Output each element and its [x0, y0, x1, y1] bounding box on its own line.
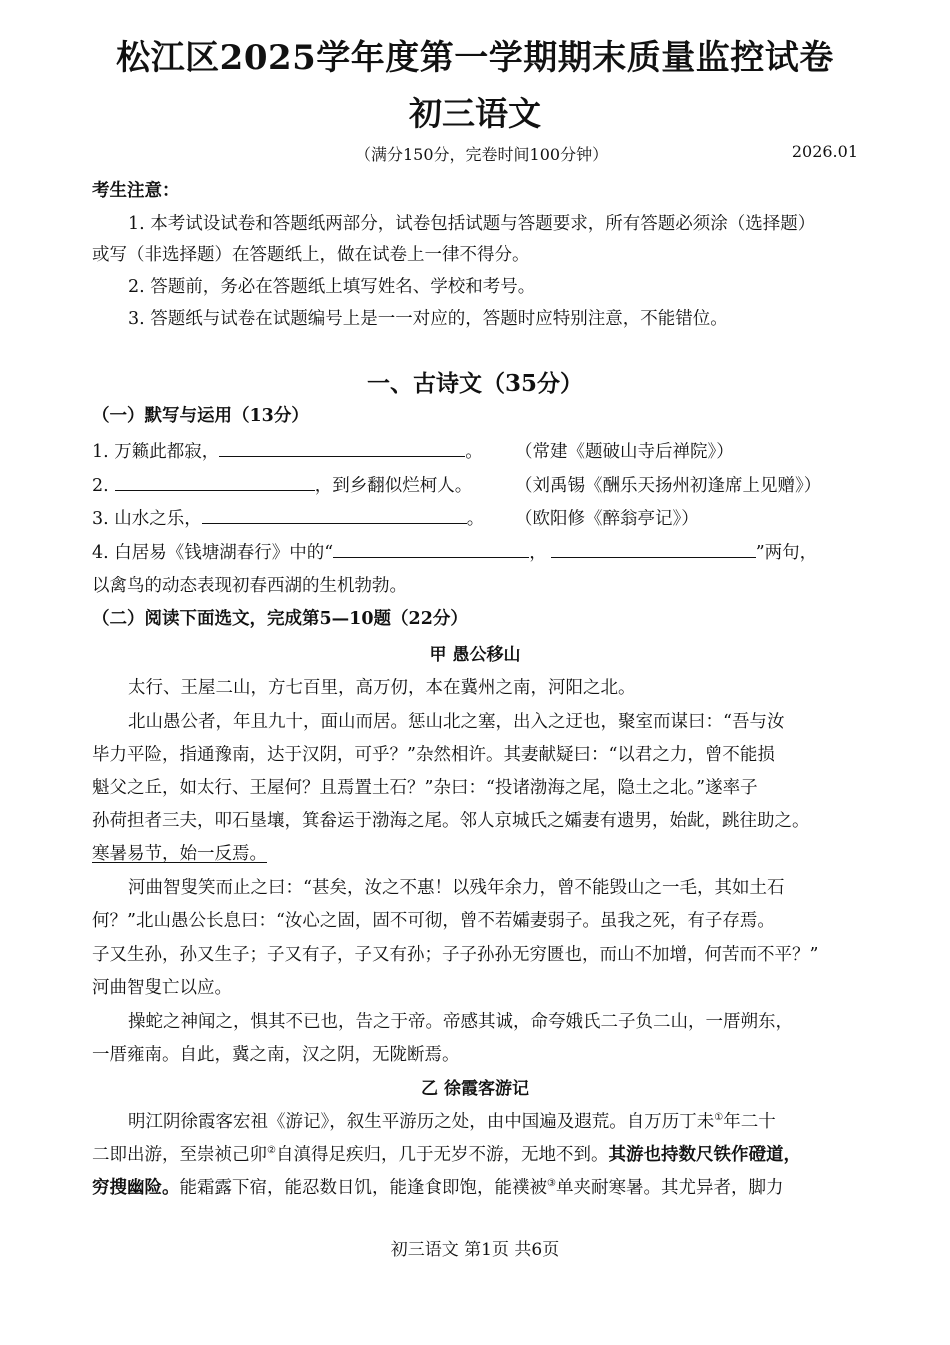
passage-b-line	[128, 1108, 776, 1133]
q1-prefix: 1. 万籁此都寂，	[92, 442, 220, 462]
passage-b-line	[92, 1174, 783, 1199]
passage-a-line: 魁父之丘，如太行、王屋何？且焉置土石？”杂曰：“投诸渤海之尾，隐土之北。”遂率子	[92, 778, 758, 798]
q4-suffix: ”两句，	[755, 543, 818, 563]
passage-b-text: 明江阴徐霞客宏祖《游记》，叙生平游历之处，由中国遍及遐荒。自万历丁未	[128, 1112, 715, 1132]
q2-answer-blank[interactable]	[115, 474, 315, 491]
exam-info: （满分150分，完卷时间100分钟）	[355, 145, 609, 164]
passage-a-line: 太行、王屋二山，方七百里，高万仞，本在冀州之南，河阳之北。	[128, 678, 636, 698]
passage-b-text: 自滇得足疾归，几于无岁不游，无地不到。	[275, 1145, 609, 1165]
passage-b-bold-text: 穷搜幽险。	[92, 1178, 180, 1198]
passage-a-line: 何？”北山愚公长息曰：“汝心之固，固不可彻，曾不若孀妻弱子。虽我之死，有子存焉。	[92, 911, 775, 931]
q3-source: （欧阳修《醉翁亭记》）	[515, 509, 699, 529]
passage-b-bold-text: 其游也持数尺铁作磴道，	[608, 1145, 801, 1165]
q4-prefix: 4. 白居易《钱塘湖春行》中的“	[92, 543, 334, 563]
q2-suffix: ，到乡翻似烂柯人。	[314, 476, 473, 496]
part1-title: （一）默写与运用（13分）	[92, 406, 309, 426]
passage-b-text: 能霜露下宿，能忍数日饥，能逢食即饱，能襆被	[179, 1178, 547, 1198]
q3-suffix: 。	[466, 509, 485, 529]
q4-line-2: 以禽鸟的动态表现初春西湖的生机勃勃。	[92, 576, 407, 596]
footnote-marker: ②	[267, 1145, 276, 1157]
passage-a-line: 孙荷担者三夫，叩石垦壤，箕畚运于渤海之尾。邻人京城氏之孀妻有遗男，始龀，跳往助之。	[92, 811, 810, 831]
passage-a-underlined-sentence: 寒暑易节，始一反焉。	[92, 844, 267, 864]
q4-answer-blank-2[interactable]	[551, 541, 756, 558]
q2-source: （刘禹锡《酬乐天扬州初逢席上见赠》）	[515, 476, 822, 496]
passage-a-line: 北山愚公者，年且九十，面山而居。惩山北之塞，出入之迂也，聚室而谋曰：“吾与汝	[128, 712, 785, 732]
passage-b-line	[92, 1141, 801, 1166]
notice-item-1: 1. 本考试设试卷和答题纸两部分，试卷包括试题与答题要求，所有答题必须涂（选择题）	[128, 214, 816, 234]
q2-prefix: 2.	[92, 476, 109, 496]
footnote-marker: ①	[714, 1112, 724, 1124]
notice-item-1-cont: 或写（非选择题）在答题纸上，做在试卷上一律不得分。	[92, 245, 530, 265]
passage-a-line: 河曲智叟亡以应。	[92, 978, 232, 998]
passage-a-line: 河曲智叟笑而止之曰：“甚矣，汝之不惠！以残年余力，曾不能毁山之一毛，其如土石	[128, 878, 785, 898]
q1-source: （常建《题破山寺后禅院》）	[515, 442, 734, 462]
question-2	[92, 472, 472, 497]
exam-subject: 初三语文	[409, 94, 541, 133]
passage-a-line: 子又生孙，孙又生子；子又有子，子又有孙；子子孙孙无穷匮也，而山不加增，何苦而不平？”	[92, 945, 819, 965]
passage-a-title: 甲 愚公移山	[429, 645, 521, 665]
passage-b-text: 单夹耐寒暑。其尤异者，脚力	[555, 1178, 784, 1198]
passage-b-text: 二即出游，至崇祯己卯	[92, 1145, 267, 1165]
section-title: 一、古诗文（35分）	[366, 370, 583, 397]
question-4	[92, 539, 817, 564]
q3-prefix: 3. 山水之乐，	[92, 509, 202, 529]
footnote-marker: ③	[547, 1178, 556, 1190]
passage-b-title: 乙 徐霞客游记	[421, 1079, 529, 1099]
passage-b-text: 年二十	[723, 1112, 776, 1132]
notice-item-2: 2. 答题前，务必在答题纸上填写姓名、学校和考号。	[128, 277, 536, 297]
part2-title: （二）阅读下面选文，完成第5—10题（22分）	[92, 609, 468, 629]
passage-a-line: 操蛇之神闻之，惧其不已也，告之于帝。帝感其诚，命夸娥氏二子负二山，一厝朔东，	[128, 1012, 793, 1032]
q4-answer-blank-1[interactable]	[333, 541, 529, 558]
passage-a-line: 一厝雍南。自此，冀之南，汉之阴，无陇断焉。	[92, 1045, 460, 1065]
notice-item-3: 3. 答题纸与试卷在试题编号上是一一对应的，答题时应特别注意，不能错位。	[128, 309, 728, 329]
notice-heading: 考生注意：	[92, 181, 180, 201]
question-1	[92, 438, 483, 463]
q3-answer-blank[interactable]	[202, 507, 467, 524]
q1-suffix: 。	[465, 442, 483, 462]
q1-answer-blank[interactable]	[219, 440, 465, 457]
q4-mid: ，	[529, 543, 547, 563]
page-footer: 初三语文 第1页 共6页	[390, 1240, 560, 1260]
exam-date: 2026.01	[791, 142, 858, 161]
exam-title: 松江区2025学年度第一学期期末质量监控试卷	[116, 38, 834, 78]
passage-a-line: 毕力平险，指通豫南，达于汉阴，可乎？”杂然相许。其妻献疑曰：“以君之力，曾不能损	[92, 745, 775, 765]
question-3	[92, 505, 484, 530]
